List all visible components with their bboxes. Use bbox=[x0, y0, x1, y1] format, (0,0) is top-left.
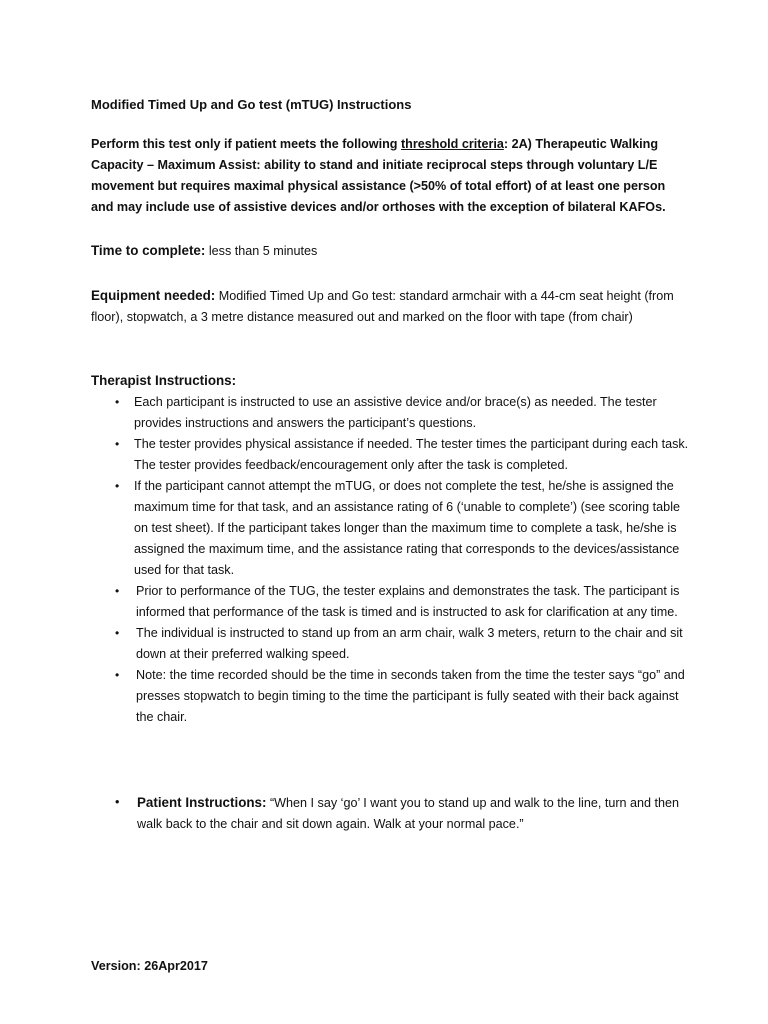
bullet-icon: • bbox=[115, 437, 120, 451]
equipment-needed bbox=[91, 285, 676, 328]
list-item bbox=[91, 392, 691, 434]
time-label: Time to complete: bbox=[91, 243, 206, 258]
equipment-label: Equipment needed: bbox=[91, 288, 216, 303]
bullet-icon: • bbox=[115, 668, 120, 682]
patient-instructions bbox=[91, 792, 691, 835]
list-item-text: The individual is instructed to stand up from an arm chair, walk 3 meters, return to the chair and sit down at their preferred walking speed. bbox=[136, 626, 683, 661]
list-item-text: Each participant is instructed to use an assistive device and/or brace(s) as needed. The tester provides instructions and answers the participant’s questions. bbox=[134, 395, 657, 430]
threshold-suffix: : 2A) Therapeutic Walking Capacity – Maximum Assist: ability to stand and initiate reciprocal steps through voluntary L/E movement but requires maximal physical assistance (>50% of total effort) of at least one person and may include use of assistive devices and/or orthoses with the exception of bilateral KAFOs. bbox=[91, 137, 666, 214]
list-item-text: The tester provides physical assistance if needed. The tester times the participant during each task. The tester provides feedback/encouragement only after the task is completed. bbox=[134, 437, 689, 472]
bullet-icon: • bbox=[115, 795, 120, 809]
patient-instructions-label: Patient Instructions: bbox=[137, 795, 267, 810]
threshold-prefix: Perform this test only if patient meets the following bbox=[91, 137, 401, 151]
list-item bbox=[91, 434, 691, 476]
equipment-value: Modified Timed Up and Go test: standard armchair with a 44-cm seat height (from floor), stopwatch, a 3 metre distance measured out and marked on the floor with tape (from chair) bbox=[91, 289, 674, 324]
list-item bbox=[91, 476, 691, 581]
therapist-instructions-heading: Therapist Instructions: bbox=[91, 373, 237, 388]
patient-instructions-quote: “When I say ‘go’ I want you to stand up and walk to the line, turn and then walk back to the chair and sit down again. Walk at your normal pace.” bbox=[137, 796, 680, 831]
list-item bbox=[91, 581, 691, 623]
threshold-criteria-link: threshold criteria bbox=[400, 137, 504, 151]
bullet-icon: • bbox=[115, 395, 120, 409]
bullet-icon: • bbox=[115, 584, 120, 598]
time-to-complete bbox=[91, 240, 689, 262]
time-value: less than 5 minutes bbox=[205, 244, 318, 258]
patient-instructions-text bbox=[91, 792, 691, 835]
list-item bbox=[91, 665, 691, 728]
bullet-icon: • bbox=[115, 479, 120, 493]
therapist-instructions-list bbox=[91, 392, 691, 728]
bullet-icon: • bbox=[115, 626, 120, 640]
list-item-text: Prior to performance of the TUG, the tester explains and demonstrates the task. The participant is informed that performance of the task is timed and is instructed to ask for clarification at any time. bbox=[136, 584, 680, 619]
list-item-text: If the participant cannot attempt the mTUG, or does not complete the test, he/she is assigned the maximum time for that task, and an assistance rating of 6 (‘unable to complete’) (see scoring table on test sheet). If the participant takes longer than the maximum time to complete a task, he/she is assigned the maximum time, and the assistance rating that corresponds to the devices/assistance used for that task. bbox=[134, 479, 680, 577]
threshold-criteria-paragraph bbox=[91, 134, 681, 218]
list-item bbox=[91, 623, 691, 665]
list-item-text: Note: the time recorded should be the time in seconds taken from the time the tester says “go” and presses stopwatch to begin timing to the time the participant is fully seated with their back against the chair. bbox=[136, 668, 685, 724]
document-title: Modified Timed Up and Go test (mTUG) Instructions bbox=[91, 97, 412, 112]
version-label: Version: 26Apr2017 bbox=[91, 959, 208, 973]
